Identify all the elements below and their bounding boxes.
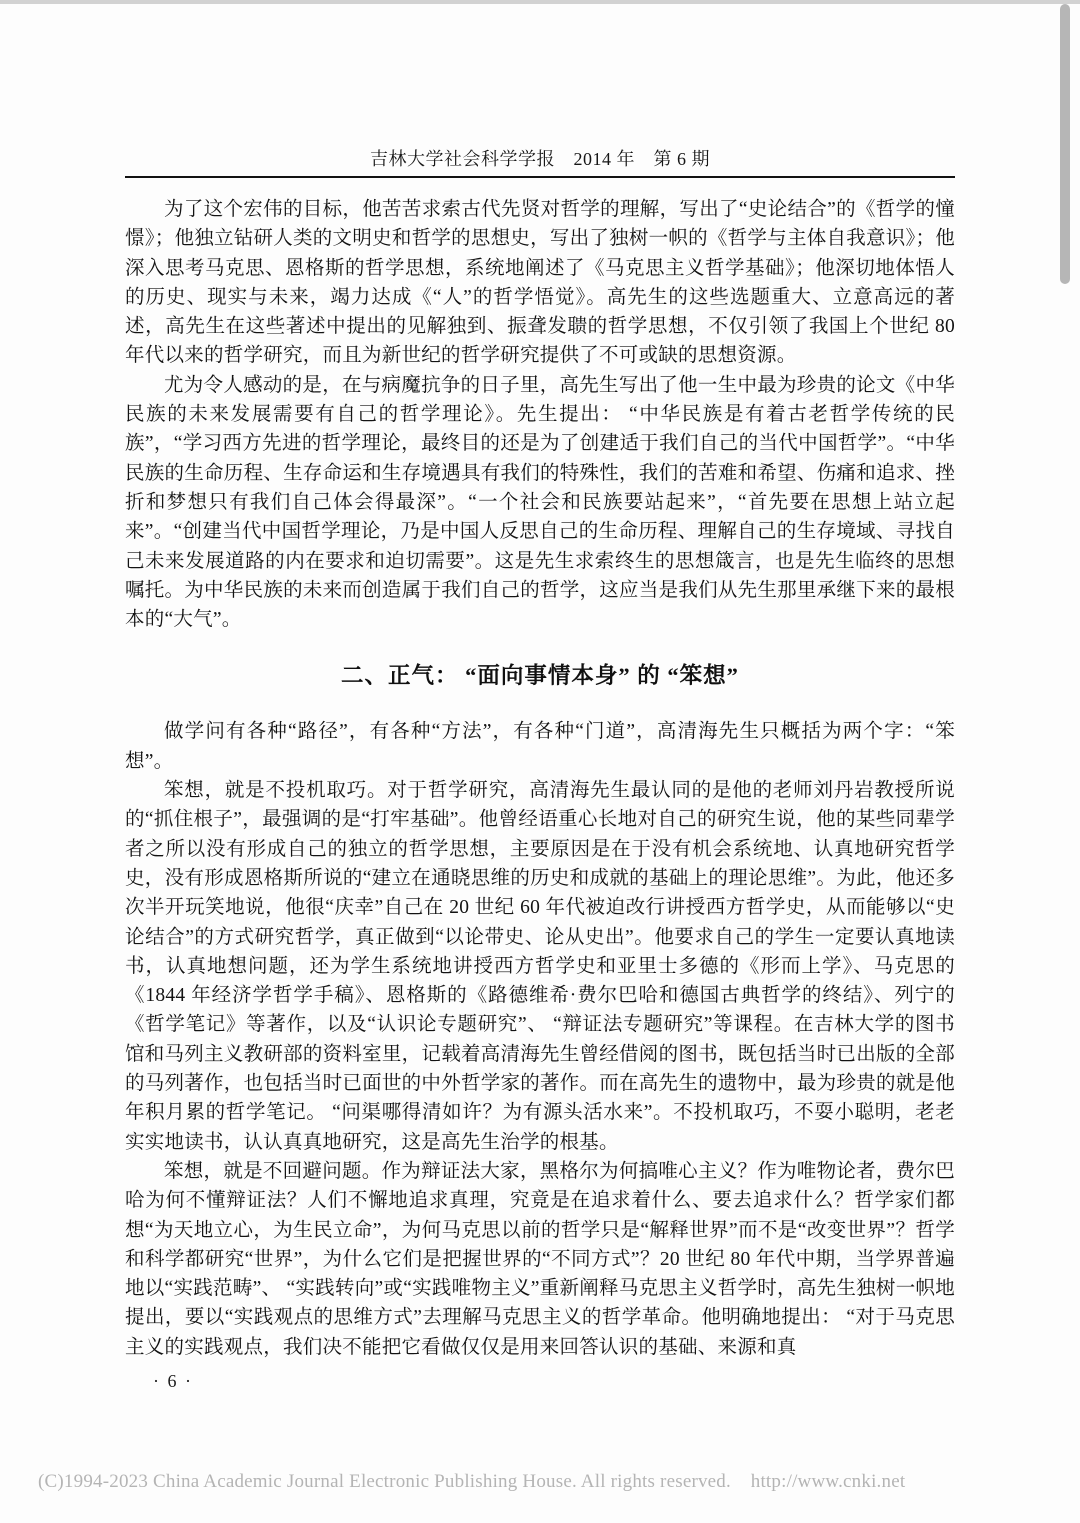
paragraph-no-shortcuts: 笨想，就是不投机取巧。对于哲学研究，高清海先生最认同的是他的老师刘丹岩教授所说的“抓住根子”，最强调的是“打牢基础”。他曾经语重心长地对自己的研究生说，他的某些同辈学者之所以没有形成自己的独立的哲学思想，主要原因是在于没有机会系统地、认真地研究哲学史，没有形成恩格斯所说的“建立在通晓思维的历史和成就的基础上的理论思维”。为此，他还多次半开玩笑地说，他很“庆幸”自己在 20 世纪 60 年代被迫改行讲授西方哲学史，从而能够以“史论结合”的方式研究哲学，真正做到“以论带史、论从史出”。他要求自己的学生一定要认真地读书，认真地想问题，还为学生系统地讲授西方哲学史和亚里士多德的《形而上学》、马克思的《1844 年经济学哲学手稿》、恩格斯的《路德维希·费尔巴哈和德国古典哲学的终结》、列宁的《哲学笔记》等著作，以及“认识论专题研究”、 “辩证法专题研究”等课程。在吉林大学的图书馆和马列主义教研部的资料室里，记载着高清海先生曾经借阅的图书，既包括当时已出版的全部的马列著作，也包括当时已面世的中外哲学家的著作。而在高先生的遗物中，最为珍贵的就是他年积月累的哲学笔记。 “问渠哪得清如许？为有源头活水来”。不投机取巧，不耍小聪明，老老实实地读书，认认真真地研究，这是高先生治学的根基。 xyxy=(125,780,955,1153)
section-heading: 二、正气： “面向事情本身” 的 “笨想” xyxy=(341,663,739,689)
scrollbar-thumb[interactable] xyxy=(1060,4,1070,284)
paragraph-moving: 尤为令人感动的是，在与病魔抗争的日子里，高先生写出了他一生中最为珍贵的论文《中华民族的未来发展需要有自己的哲学理论》。先生提出： “中华民族是有着古老哲学传统的民族”，“学习西方先进的哲学理论，最终目的还是为了创建适于我们自己的当代中国哲学”。“中华民族的生命历程、生存命运和生存境遇具有我们的特殊性，我们的苦难和希望、伤痛和追求、挫折和梦想只有我们自己体会得最深”。“一个社会和民族要站起来”，“首先要在思想上站立起来”。“创建当代中国哲学理论，乃是中国人反思自己的生命历程、理解自己的生存境域、寻找自己未来发展道路的内在要求和迫切需要”。这是先生求索终生的思想箴言，也是先生临终的思想嘱托。为中华民族的未来而创造属于我们自己的哲学，这应当是我们从先生那里承继下来的最根本的“大气”。 xyxy=(125,374,955,631)
paragraph-goal: 为了这个宏伟的目标，他苦苦求索古代先贤对哲学的理解，写出了“史论结合”的《哲学的憧憬》；他独立钻研人类的文明史和哲学的思想史，写出了独树一帜的《哲学与主体自我意识》；他深入思考马克思、恩格斯的哲学思想，系统地阐述了《马克思主义哲学基础》；他深切地体悟人的历史、现实与未来，竭力达成《“人”的哲学悟觉》。高先生的这些选题重大、立意高远的著述，高先生在这些著述中提出的见解独到、振聋发聩的哲学思想，不仅引领了我国上个世纪 80 年代以来的哲学研究，而且为新世纪的哲学研究提供了不可或缺的思想资源。 xyxy=(125,199,955,367)
paragraph-no-avoiding-questions: 笨想，就是不回避问题。作为辩证法大家，黑格尔为何搞唯心主义？作为唯物论者，费尔巴哈为何不懂辩证法？人们不懈地追求真理，究竟是在追求着什么、要去追求什么？哲学家们都想“为天地立心，为生民立命”，为何马克思以前的哲学只是“解释世界”而不是“改变世界”？哲学和科学都研究“世界”，为什么它们是把握世界的“不同方式”？20 世纪 80 年代中期，当学界普遍地以“实践范畴”、 “实践转向”或“实践唯物主义”重新阐释马克思主义哲学时，高先生独树一帜地提出，要以“实践观点的思维方式”去理解马克思主义的哲学革命。他明确地提出： “对于马克思主义的实践观点，我们决不能把它看做仅仅是用来回答认识的基础、来源和真 xyxy=(125,1160,955,1358)
header-rule xyxy=(125,176,955,178)
paragraph-benxiang-intro: 做学问有各种“路径”，有各种“方法”，有各种“门道”，高清海先生只概括为两个字：“笨想”。 xyxy=(125,721,955,772)
page-number: · 6 · xyxy=(153,1370,193,1391)
page-content xyxy=(125,0,955,1392)
scrollbar-track[interactable] xyxy=(1058,4,1072,1523)
copyright-footer: (C)1994-2023 China Academic Journal Electronic Publishing House. All rights reserved. http://www.cnki.net xyxy=(38,1471,906,1492)
journal-header: 吉林大学社会科学学报 2014 年 第 6 期 xyxy=(370,149,710,169)
